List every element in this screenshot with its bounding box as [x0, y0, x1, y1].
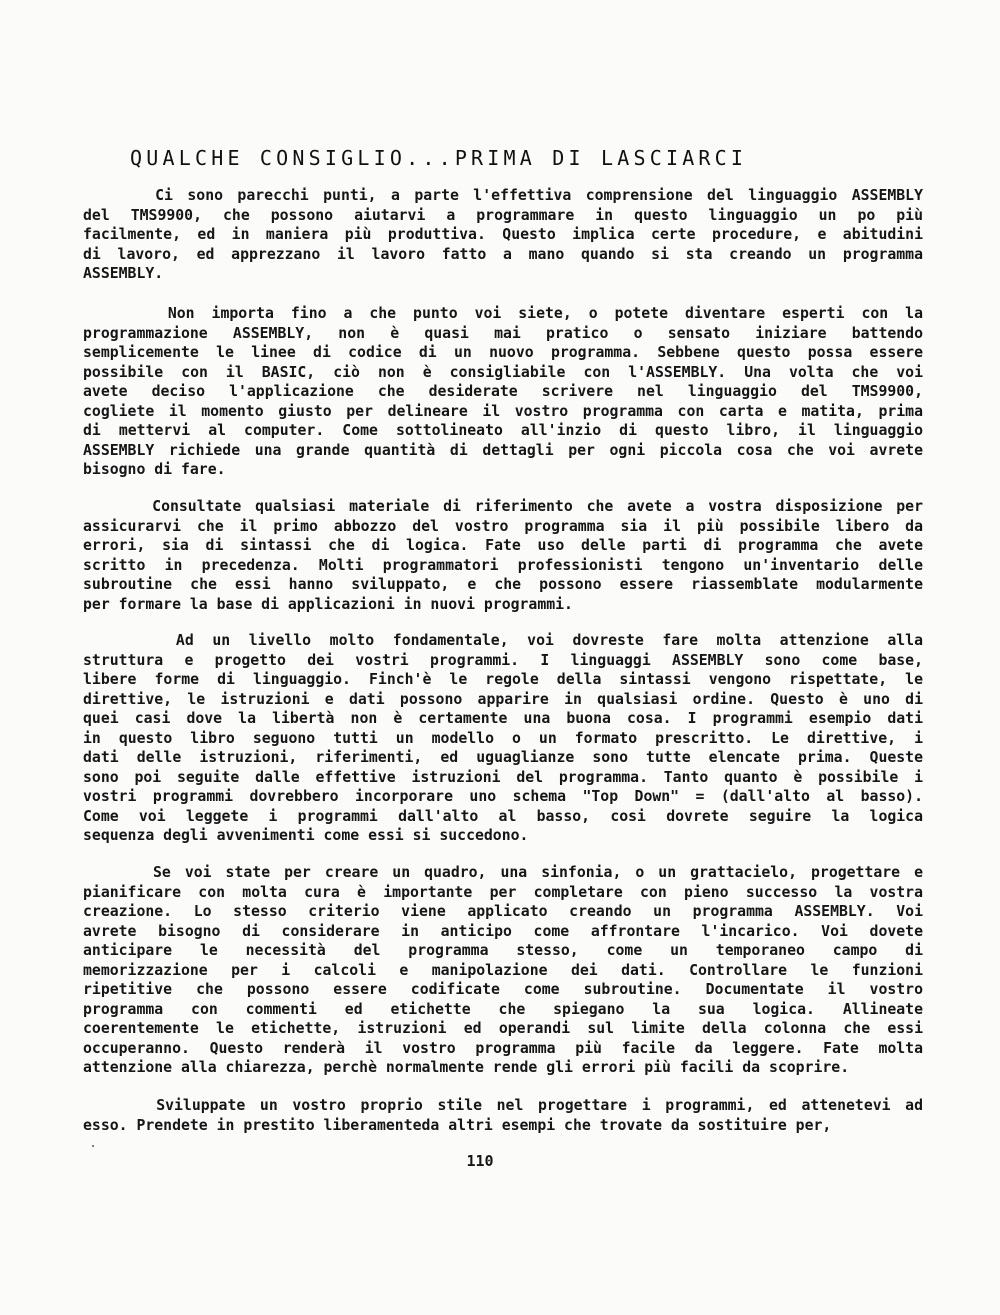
text-line: Non importa fino a che punto voi siete, o potete diventare esperti con la [83, 305, 923, 322]
text-line: anticipare le necessità del programma stesso, come un temporaneo campo di [83, 942, 923, 959]
text-line: di mettervi al computer. Come sottolineato all'inzio di questo libro, il linguaggio [83, 422, 923, 439]
text-line: ripetitive che possono essere codificate come subroutine. Documentate il vostro [83, 981, 923, 998]
page-heading: QUALCHE CONSIGLIO...PRIMA DI LASCIARCI [130, 146, 748, 170]
text-line: avrete bisogno di considerare in anticipo come affrontare l'incarico. Voi dovete [83, 922, 923, 940]
paragraph [83, 497, 923, 614]
text-line: direttive, le istruzioni e dati possono apparire in qualsiasi ordine. Questo è uno di [83, 690, 923, 708]
text-line: errori, sia di sintassi che di logica. Fate uso delle parti di programma che avete [83, 537, 923, 554]
text-line: Come voi leggete i programmi dall'alto al basso, cosi dovrete seguire la logica [83, 807, 923, 825]
text-line: ASSEMBLY. [83, 265, 164, 282]
text-line: possibile con il BASIC, ciò non è consigliabile con l'ASSEMBLY. Una volta che voi [83, 363, 923, 381]
text-line: programma con commenti ed etichette che spiegano la sua logica. Allineate [83, 1000, 923, 1018]
text-line: per formare la base di applicazioni in nuovi programmi. [83, 595, 573, 613]
text-line: occuperanno. Questo renderà il vostro programma più facile da leggere. Fate molta [83, 1039, 923, 1057]
text-line: struttura e progetto dei vostri programmi. I linguaggi ASSEMBLY sono come base, [83, 651, 923, 669]
text-line: Consultate qualsiasi materiale di riferimento che avete a vostra disposizione per [83, 498, 923, 515]
text-line: libere forme di linguaggio. Finch'è le regole della sintassi vengono rispettate, le [83, 671, 923, 688]
text-line: scritto in precedenza. Molti programmatori professionisti tengono un'inventario delle [83, 556, 923, 574]
text-line: di lavoro, ed apprezzano il lavoro fatto a mano quando si sta creando un programma [83, 245, 923, 263]
text-line: bisogno di fare. [83, 461, 226, 478]
text-line: creazione. Lo stesso criterio viene applicato creando un programma ASSEMBLY. Voi [83, 903, 923, 920]
text-line: dati delle istruzioni, riferimenti, ed uguaglianze sono tutte elencate prima. Queste [83, 749, 923, 766]
scan-speck [92, 1145, 94, 1147]
text-line: cogliete il momento giusto per delineare il vostro programma con carta e matita, prima [83, 402, 923, 420]
text-line: del TMS9900, che possono aiutarvi a programmare in questo linguaggio un po più [83, 206, 923, 224]
text-line: avete deciso l'applicazione che desiderate scrivere nel linguaggio del TMS9900, [83, 383, 923, 400]
text-line: pianificare con molta cura è importante per completare con pieno successo la vostra [83, 883, 923, 901]
page-number: 110 [466, 1152, 494, 1170]
paragraph [83, 1096, 923, 1135]
text-line: memorizzazione per i calcoli e manipolazione dei dati. Controllare le funzioni [83, 961, 923, 979]
text-line: sequenza degli avvenimenti come essi si succedono. [83, 827, 529, 844]
paragraph [83, 304, 923, 480]
text-line: sono poi seguite dalle effettive istruzioni del programma. Tanto quanto è possibile i [83, 768, 923, 786]
text-line: in questo libro seguono tutti un modello o un formato prescritto. Le direttive, i [83, 729, 923, 747]
paragraph [83, 863, 923, 1078]
paragraph [83, 631, 923, 846]
text-line: Ad un livello molto fondamentale, voi dovreste fare molta attenzione alla [83, 632, 923, 649]
text-line: assicurarvi che il primo abbozzo del vostro programma sia il più possibile libero da [83, 517, 923, 535]
text-line: subroutine che essi hanno sviluppato, e che possono essere riassemblate modularmente [83, 576, 923, 593]
text-line: coerentemente le etichette, istruzioni ed operandi sul limite della colonna che essi [83, 1020, 923, 1037]
text-line: Se voi state per creare un quadro, una sinfonia, o un grattacielo, progettare e [83, 864, 923, 881]
text-line: ASSEMBLY richiede una grande quantità di dettagli per ogni piccola cosa che voi avrete [83, 441, 923, 459]
paragraph [83, 186, 923, 284]
text-line: semplicemente le linee di codice di un nuovo programma. Sebbene questo possa essere [83, 344, 923, 361]
text-line: Sviluppate un vostro proprio stile nel progettare i programmi, ed attenetevi ad [83, 1097, 923, 1114]
text-line: vostri programmi dovrebbero incorporare uno schema "Top Down" = (dall'alto al basso). [83, 788, 923, 805]
text-line: quei casi dove la libertà non è certamente una buona cosa. I programmi esempio dati [83, 710, 923, 727]
text-line: programmazione ASSEMBLY, non è quasi mai pratico o sensato iniziare battendo [83, 324, 923, 342]
text-line: Ci sono parecchi punti, a parte l'effettiva comprensione del linguaggio ASSEMBLY [83, 187, 923, 204]
text-line: facilmente, ed in maniera più produttiva. Questo implica certe procedure, e abitudini [83, 226, 923, 243]
text-line: attenzione alla chiarezza, perchè normalmente rende gli errori più facili da scoprire. [83, 1059, 850, 1076]
text-line: esso. Prendete in prestito liberamenteda altri esempi che trovate da sostituire per, [83, 1116, 832, 1134]
